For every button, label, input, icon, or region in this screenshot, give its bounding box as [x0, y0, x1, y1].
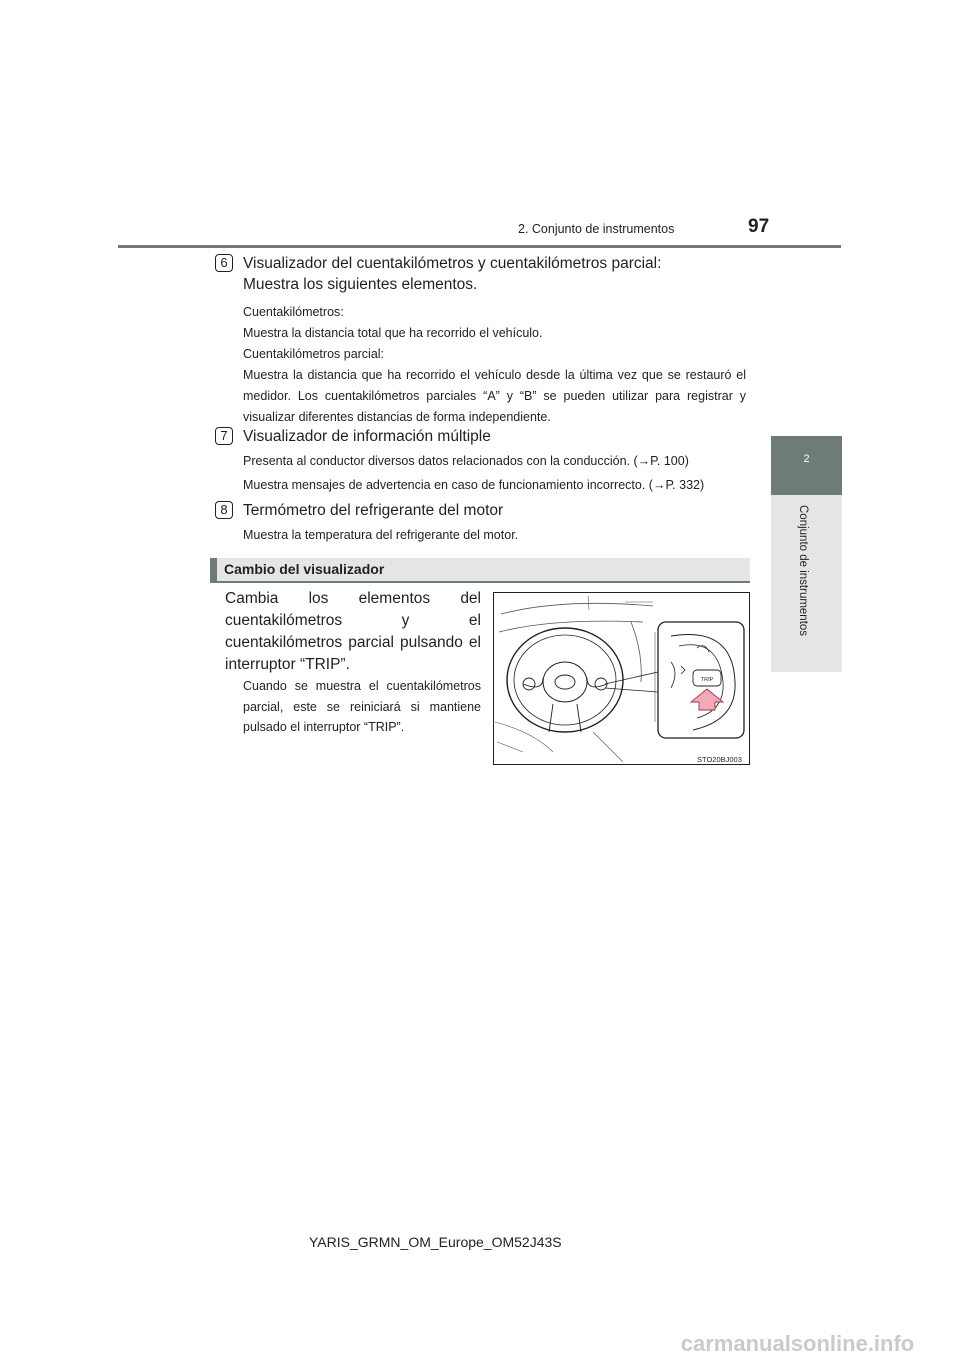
section-header-rule — [210, 581, 750, 583]
item-7-text1: Presenta al conductor diversos datos relacionados con la conducción. (→P. 100) — [243, 454, 689, 468]
item-6-sub1-text: Muestra la distancia total que ha recorrido el vehículo. — [243, 326, 543, 340]
chapter-tab-title: Conjunto de instrumentos — [797, 505, 809, 637]
header-rule — [118, 245, 841, 248]
chapter-tab-number: 2 — [803, 453, 810, 465]
item-6-sub2-text: Muestra la distancia que ha recorrido el vehículo desde la última vez que se restauró el medidor. Los cuentakilómetros parciales “A” y “B” se pueden utilizar para registrar y visualizar diferentes distancias de forma independiente. — [243, 368, 746, 424]
item-8-text: Muestra la temperatura del refrigerante del motor. — [243, 528, 519, 542]
item-badge-7: 7 — [215, 427, 233, 445]
item-6-heading-line2: Muestra los siguientes elementos. — [243, 276, 478, 293]
item-8-heading: Termómetro del refrigerante del motor — [243, 502, 504, 519]
figure-code: STO20BJ003 — [697, 755, 742, 764]
item-6-heading-line1: Visualizador del cuentakilómetros y cuentakilómetros parcial: — [243, 255, 662, 272]
chapter-tab — [771, 436, 842, 495]
section-title: Cambio del visualizador — [224, 561, 385, 577]
item-6-sub1 — [243, 302, 746, 344]
item-7-heading: Visualizador de información múltiple — [243, 428, 491, 445]
item-7-text2: Muestra mensajes de advertencia en caso de funcionamiento incorrecto. (→P. 332) — [243, 478, 705, 492]
section-note: Cuando se muestra el cuentakilómetros parcial, este se reiniciará si mantiene pulsado el interruptor “TRIP”. — [243, 679, 481, 734]
item-badge-8: 8 — [215, 501, 233, 519]
section-header-accent — [210, 558, 217, 582]
watermark: carmanualsonline.info — [680, 1331, 915, 1356]
footer-document-id: YARIS_GRMN_OM_Europe_OM52J43S — [309, 1234, 562, 1250]
item-6-sub2-title: Cuentakilómetros parcial: — [243, 347, 385, 361]
item-6-heading — [243, 253, 753, 295]
item-6-sub1-title: Cuentakilómetros: — [243, 305, 344, 319]
item-6-sub2 — [243, 344, 746, 428]
steering-wheel-trip-switch-illustration — [493, 592, 750, 765]
page-number: 97 — [748, 216, 770, 237]
item-badge-6: 6 — [215, 254, 233, 272]
running-header-section: 2. Conjunto de instrumentos — [518, 222, 675, 236]
section-body: Cambia los elementos del cuentakilómetros y el cuentakilómetros parcial pulsando el interruptor “TRIP”. — [225, 590, 481, 673]
trip-button-label: TRIP — [700, 677, 714, 683]
